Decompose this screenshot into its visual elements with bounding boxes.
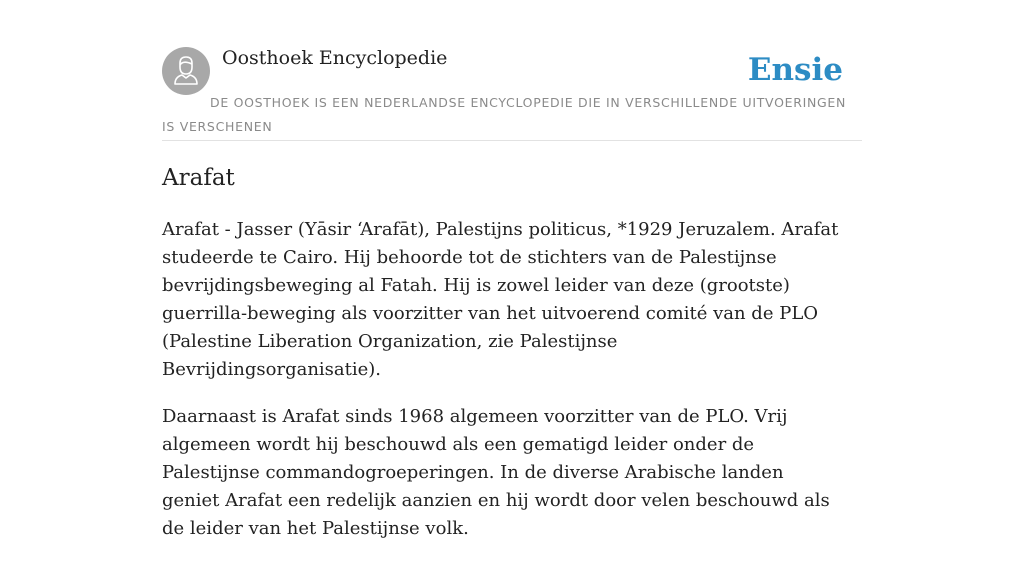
user-avatar-icon[interactable] [162,47,210,95]
article-paragraph: Arafat - Jasser (Yāsir ‘Arafāt), Palestijns politicus, *1929 Jeruzalem. Arafat studeerde te Cairo. Hij behoorde tot de stichters van de Palestijnse bevrijdingsbeweging al Fatah. Hij is zowel leider van deze (grootste) guerrilla-beweging als voorzitter van het uitvoerend comité van de PLO (Palestine Liberation Organization, zie Palestijnse Bevrijdingsorganisatie). [162,219,839,380]
ensie-logo-link[interactable]: Ensie [747,52,843,88]
article-body [162,216,842,562]
site-name-link[interactable]: Oosthoek Encyclopedie [222,47,448,69]
site-subtitle: DE OOSTHOEK IS EEN NEDERLANDSE ENCYCLOPEDIE DIE IN VERSCHILLENDE UITVOERINGEN IS VERSCHENEN [162,95,847,134]
person-outline-icon [162,47,210,95]
site-header [162,46,862,141]
article-title: Arafat [162,165,235,191]
article-paragraph: Daarnaast is Arafat sinds 1968 algemeen voorzitter van de PLO. Vrij algemeen wordt hij beschouwd als een gematigd leider onder de Palestijnse commandogroeperingen. In de diverse Arabische landen geniet Arafat een redelijk aanzien en hij wordt door velen beschouwd als de leider van het Palestijnse volk. [162,406,830,539]
